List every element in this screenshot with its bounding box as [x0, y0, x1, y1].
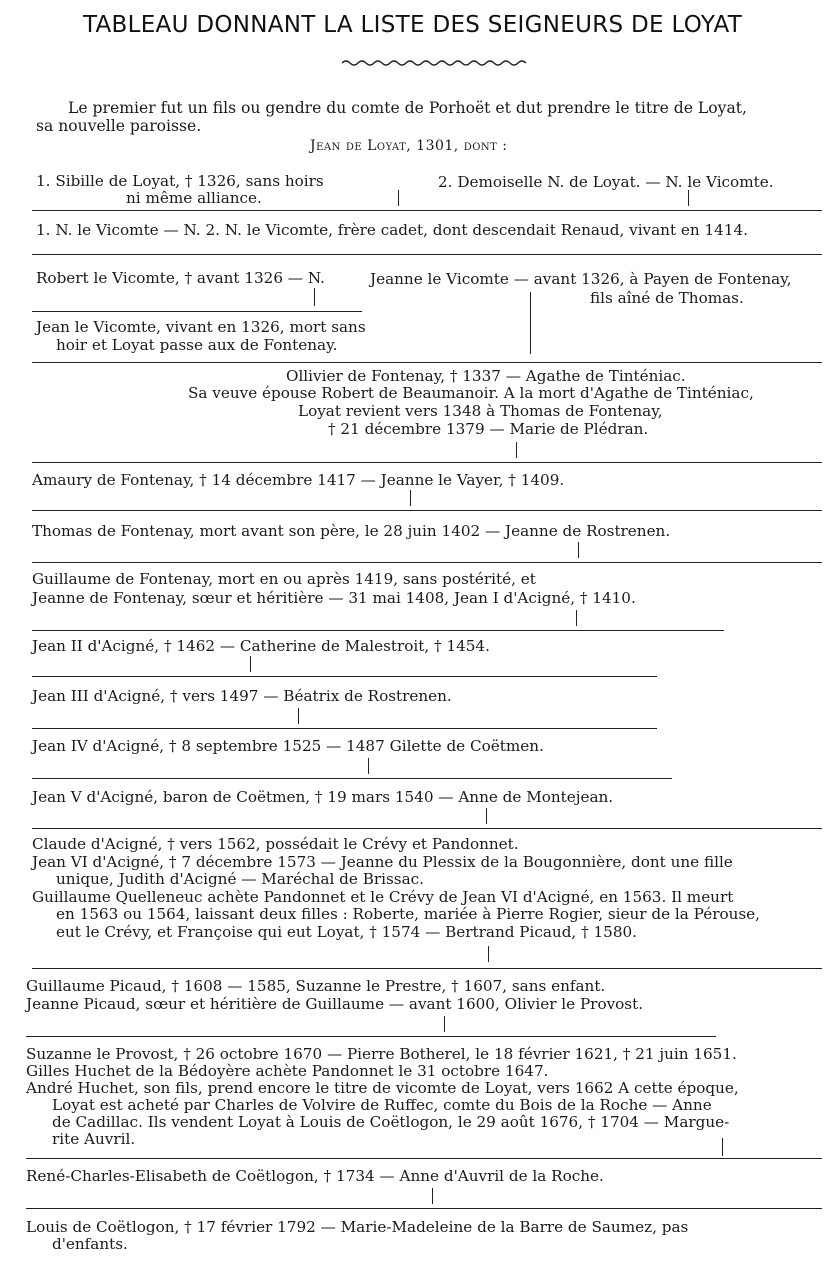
descent-line [314, 288, 315, 306]
intro-line-2: sa nouvelle paroisse. [36, 117, 202, 135]
title-flourish [340, 58, 530, 68]
descent-line [488, 946, 489, 962]
gen13-line-1: Guillaume Picaud, † 1608 — 1585, Suzanne le Prestre, † 1607, sans enfant. [26, 977, 606, 995]
generation-divider [32, 510, 822, 511]
descent-line [410, 490, 411, 506]
descent-line [250, 656, 251, 672]
generation-divider [32, 254, 822, 255]
gen1-right: 2. Demoiselle N. de Loyat. — N. le Vicomte. [438, 173, 774, 191]
gen14-line-6: rite Auvril. [52, 1130, 136, 1148]
descent-line [578, 542, 579, 558]
generation-divider [26, 1036, 716, 1037]
gen4-line-1: Ollivier de Fontenay, † 1337 — Agathe de Tinténiac. [286, 367, 686, 385]
gen10-text: Jean IV d'Acigné, † 8 septembre 1525 — 1487 Gilette de Coëtmen. [32, 737, 544, 755]
generation-divider [26, 1158, 822, 1159]
gen9-text: Jean III d'Acigné, † vers 1497 — Béatrix de Rostrenen. [32, 687, 452, 705]
descent-line [688, 190, 689, 206]
generation-divider [32, 728, 657, 729]
descent-line [298, 708, 299, 724]
generation-divider [26, 1208, 822, 1209]
gen16-line-1: Louis de Coëtlogon, † 17 février 1792 — Marie-Madeleine de la Barre de Saumez, pas [26, 1218, 689, 1236]
descent-line [576, 610, 577, 626]
descent-line [530, 292, 531, 354]
generation-divider [32, 778, 672, 779]
gen14-line-2: Gilles Huchet de la Bédoyère achète Pandonnet le 31 octobre 1647. [26, 1062, 549, 1080]
gen4-line-3: Loyat revient vers 1348 à Thomas de Fontenay, [298, 402, 663, 420]
descent-line [444, 1016, 445, 1032]
gen1-left-line-1: 1. Sibille de Loyat, † 1326, sans hoirs [36, 172, 324, 190]
page-title: TABLEAU DONNANT LA LISTE DES SEIGNEURS DE LOYAT [82, 12, 743, 38]
gen12-line-6: eut le Crévy, et Françoise qui eut Loyat, † 1574 — Bertrand Picaud, † 1580. [56, 923, 637, 941]
gen11-text: Jean V d'Acigné, baron de Coëtmen, † 19 mars 1540 — Anne de Montejean. [32, 788, 614, 806]
gen5-text: Amaury de Fontenay, † 14 décembre 1417 — Jeanne le Vayer, † 1409. [32, 471, 565, 489]
descent-line [368, 758, 369, 774]
gen3-right-line-2: fils aîné de Thomas. [590, 289, 744, 307]
generation-divider [32, 362, 822, 363]
intro-line-1: Le premier fut un fils ou gendre du comte de Porhoët et dut prendre le titre de Loyat, [68, 99, 748, 117]
gen8-text: Jean II d'Acigné, † 1462 — Catherine de Malestroit, † 1454. [32, 637, 490, 655]
gen12-line-1: Claude d'Acigné, † vers 1562, possédait le Crévy et Pandonnet. [32, 835, 519, 853]
gen12-line-5: en 1563 ou 1564, laissant deux filles : Roberte, mariée à Pierre Rogier, sieur de la Pérouse, [56, 905, 760, 923]
gen7-line-2: Jeanne de Fontenay, sœur et héritière — 31 mai 1408, Jean I d'Acigné, † 1410. [32, 589, 636, 607]
generation-divider [32, 562, 822, 563]
gen12-line-3: unique, Judith d'Acigné — Maréchal de Brissac. [56, 870, 424, 888]
generation-divider [32, 462, 822, 463]
descent-line [722, 1138, 723, 1156]
generation-divider [32, 676, 657, 677]
gen4-line-4: † 21 décembre 1379 — Marie de Plédran. [328, 420, 649, 438]
descent-line [432, 1188, 433, 1204]
descent-line [516, 442, 517, 458]
gen14-line-5: de Cadillac. Ils vendent Loyat à Louis de Coëtlogon, le 29 août 1676, † 1704 — Margue- [52, 1113, 730, 1131]
gen14-line-4: Loyat est acheté par Charles de Volvire de Ruffec, comte du Bois de la Roche — Anne [52, 1096, 712, 1114]
root-ancestor: Jean de Loyat, 1301, dont : [310, 138, 508, 154]
gen6-text: Thomas de Fontenay, mort avant son père, le 28 juin 1402 — Jeanne de Rostrenen. [32, 522, 671, 540]
gen13-line-2: Jeanne Picaud, sœur et héritière de Guillaume — avant 1600, Olivier le Provost. [26, 995, 644, 1013]
gen12-line-4: Guillaume Quelleneuc achète Pandonnet et le Crévy de Jean VI d'Acigné, en 1563. Il meurt [32, 888, 734, 906]
gen14-line-3: André Huchet, son fils, prend encore le titre de vicomte de Loyat, vers 1662 A cette époque, [26, 1079, 739, 1097]
generation-divider [32, 210, 822, 211]
generation-divider [32, 828, 822, 829]
generation-divider [32, 630, 724, 631]
descent-line [486, 808, 487, 824]
gen1-left-line-2: ni même alliance. [126, 189, 262, 207]
gen3-below-line-2: hoir et Loyat passe aux de Fontenay. [56, 336, 338, 354]
gen3-left: Robert le Vicomte, † avant 1326 — N. [36, 269, 325, 287]
gen12-line-2: Jean VI d'Acigné, † 7 décembre 1573 — Jeanne du Plessix de la Bougonnière, dont une fille [32, 853, 733, 871]
gen3-below-line-1: Jean le Vicomte, vivant en 1326, mort sans [36, 318, 366, 336]
generation-divider [32, 968, 822, 969]
gen16-line-2: d'enfants. [52, 1235, 128, 1253]
gen15-text: René-Charles-Elisabeth de Coëtlogon, † 1734 — Anne d'Auvril de la Roche. [26, 1167, 604, 1185]
branch-divider [32, 311, 362, 312]
gen4-line-2: Sa veuve épouse Robert de Beaumanoir. A la mort d'Agathe de Tinténiac, [188, 384, 754, 402]
descent-line [398, 190, 399, 206]
gen14-line-1: Suzanne le Provost, † 26 octobre 1670 — Pierre Botherel, le 18 février 1621, † 21 juin 1651. [26, 1045, 737, 1063]
gen2-text: 1. N. le Vicomte — N. 2. N. le Vicomte, frère cadet, dont descendait Renaud, vivant en 1414. [36, 221, 748, 239]
gen7-line-1: Guillaume de Fontenay, mort en ou après 1419, sans postérité, et [32, 570, 536, 588]
gen3-right-line-1: Jeanne le Vicomte — avant 1326, à Payen de Fontenay, [370, 270, 792, 288]
